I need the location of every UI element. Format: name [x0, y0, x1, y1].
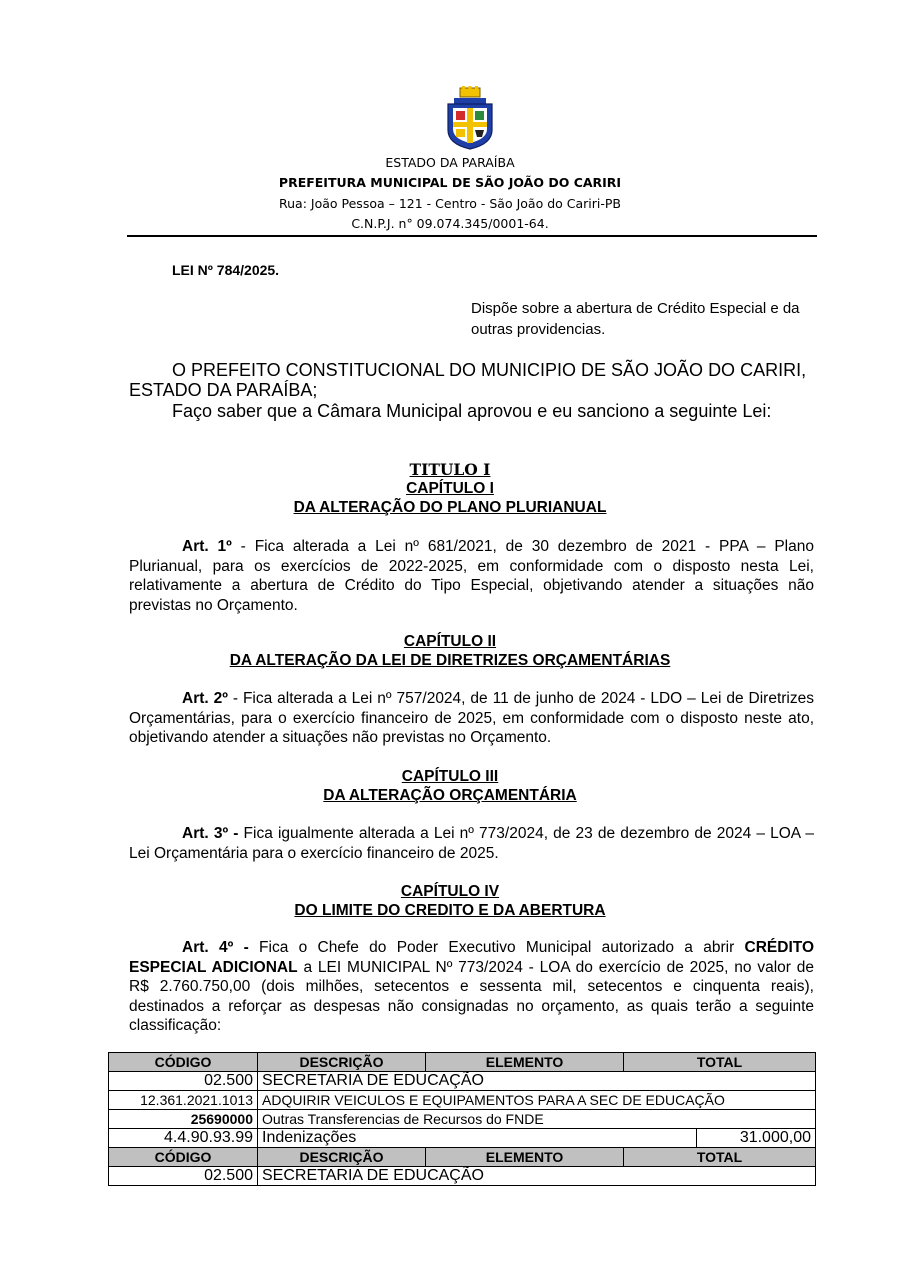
- article-1: [129, 537, 814, 615]
- col-description: DESCRIÇÃO: [258, 1053, 426, 1072]
- cell-desc: Outras Transferencias de Recursos do FNDE: [258, 1110, 816, 1129]
- cell-code: 02.500: [109, 1167, 258, 1186]
- chapter-2-name: DA ALTERAÇÃO DA LEI DE DIRETRIZES ORÇAMENTÁRIAS: [229, 652, 671, 669]
- article-1-text: - Fica alterada a Lei nº 681/2021, de 30 dezembro de 2021 - PPA – Plano Plurianual, para os exercícios de 2022-2025, em conformidade com o disposto nesta Lei, relativamente a abertura de Crédito do Tipo Especial, objetivando atender a situações não previstas no Orçamento.: [129, 538, 814, 614]
- col-total: TOTAL: [624, 1053, 816, 1072]
- preamble-sanction: Faço saber que a Câmara Municipal aprovou e eu sanciono a seguinte Lei:: [172, 401, 772, 421]
- article-3: [129, 824, 814, 863]
- article-4-text-a: Fica o Chefe do Poder Executivo Municipal autorizado a abrir: [248, 939, 745, 956]
- article-4-text-b: a LEI MUNICIPAL Nº 773/2024 - LOA do exercício de 2025, no valor de R$ 2.760.750,00 (dois milhões, setecentos e sessenta mil, setecentos e cinquenta reais), destinados a reforçar as despesas não consignadas no orçamento, as quais terão a seguinte classificação:: [129, 958, 815, 1034]
- table-header-row: [109, 1148, 816, 1167]
- col-code: CÓDIGO: [109, 1053, 258, 1072]
- municipal-crest-icon: [446, 86, 494, 150]
- article-4-label: Art. 4º -: [182, 939, 249, 956]
- col-total: TOTAL: [624, 1148, 816, 1167]
- chapter-4-name: DO LIMITE DO CREDITO E DA ABERTURA: [294, 902, 606, 919]
- col-element: ELEMENTO: [426, 1053, 624, 1072]
- table-row: [109, 1091, 816, 1110]
- cell-code: 25690000: [109, 1110, 258, 1129]
- title-1: [0, 460, 900, 479]
- table-row: [109, 1167, 816, 1186]
- chapter-2: [0, 632, 900, 670]
- cell-total: 31.000,00: [697, 1129, 816, 1148]
- article-2: [129, 689, 814, 748]
- preamble-line2: ESTADO DA PARAÍBA;: [129, 380, 318, 400]
- chapter-1-label: CAPÍTULO I: [406, 480, 494, 497]
- article-4-credit: CRÉDITO ESPECIAL ADICIONAL: [129, 939, 815, 976]
- article-3-label: Art. 3º -: [182, 825, 239, 842]
- chapter-4-label: CAPÍTULO IV: [400, 883, 500, 900]
- header-divider: [127, 235, 817, 237]
- article-2-text: - Fica alterada a Lei nº 757/2024, de 11 de junho de 2024 - LDO – Lei de Diretrizes Orçamentárias, para o exercício financeiro de 2025, em conformidade com o disposto neste ato, objetivando atender a situações não previstas no Orçamento.: [129, 690, 814, 746]
- article-2-label: Art. 2º: [182, 690, 228, 707]
- article-3-text: Fica igualmente alterada a Lei nº 773/2024, de 23 de dezembro de 2024 – LOA – Lei Orçamentária para o exercício financeiro de 2025.: [129, 825, 814, 862]
- cell-desc: Indenizações: [258, 1129, 697, 1148]
- table-header-row: [109, 1053, 816, 1072]
- chapter-1-name: DA ALTERAÇÃO DO PLANO PLURIANUAL: [293, 499, 607, 516]
- header-prefecture: PREFEITURA MUNICIPAL DE SÃO JOÃO DO CARIRI: [278, 175, 622, 190]
- law-number: LEI Nº 784/2025.: [172, 262, 280, 278]
- header-cnpj: C.N.P.J. n° 09.074.345/0001-64.: [351, 216, 549, 231]
- chapter-3: [0, 767, 900, 805]
- table-row: [109, 1110, 816, 1129]
- chapter-1: [0, 479, 900, 517]
- cell-code: 02.500: [109, 1072, 258, 1091]
- chapter-3-name: DA ALTERAÇÃO ORÇAMENTÁRIA: [323, 787, 577, 804]
- article-1-label: Art. 1º: [182, 538, 232, 555]
- cell-desc: SECRETARIA DE EDUCAÇÃO: [258, 1167, 816, 1186]
- cell-code: 4.4.90.93.99: [109, 1129, 258, 1148]
- col-description: DESCRIÇÃO: [258, 1148, 426, 1167]
- chapter-2-label: CAPÍTULO II: [403, 633, 497, 650]
- chapter-3-label: CAPÍTULO III: [401, 768, 499, 785]
- header-state: ESTADO DA PARAÍBA: [385, 155, 515, 170]
- col-element: ELEMENTO: [426, 1148, 624, 1167]
- title-1-label: TITULO I: [409, 460, 491, 479]
- law-summary: Dispõe sobre a abertura de Crédito Especial e da outras providencias.: [471, 300, 800, 338]
- table-row: [109, 1072, 816, 1091]
- preamble-line1: O PREFEITO CONSTITUCIONAL DO MUNICIPIO DE SÃO JOÃO DO CARIRI,: [172, 360, 807, 380]
- article-4: [129, 938, 814, 1036]
- header-address: Rua: João Pessoa – 121 - Centro - São João do Cariri-PB: [279, 196, 621, 211]
- chapter-4: [0, 882, 900, 920]
- col-code: CÓDIGO: [109, 1148, 258, 1167]
- cell-code: 12.361.2021.1013: [109, 1091, 258, 1110]
- classification-table: [108, 1052, 816, 1186]
- cell-desc: ADQUIRIR VEICULOS E EQUIPAMENTOS PARA A SEC DE EDUCAÇÃO: [258, 1091, 816, 1110]
- cell-desc: SECRETARIA DE EDUCAÇÃO: [258, 1072, 816, 1091]
- table-row: [109, 1129, 816, 1148]
